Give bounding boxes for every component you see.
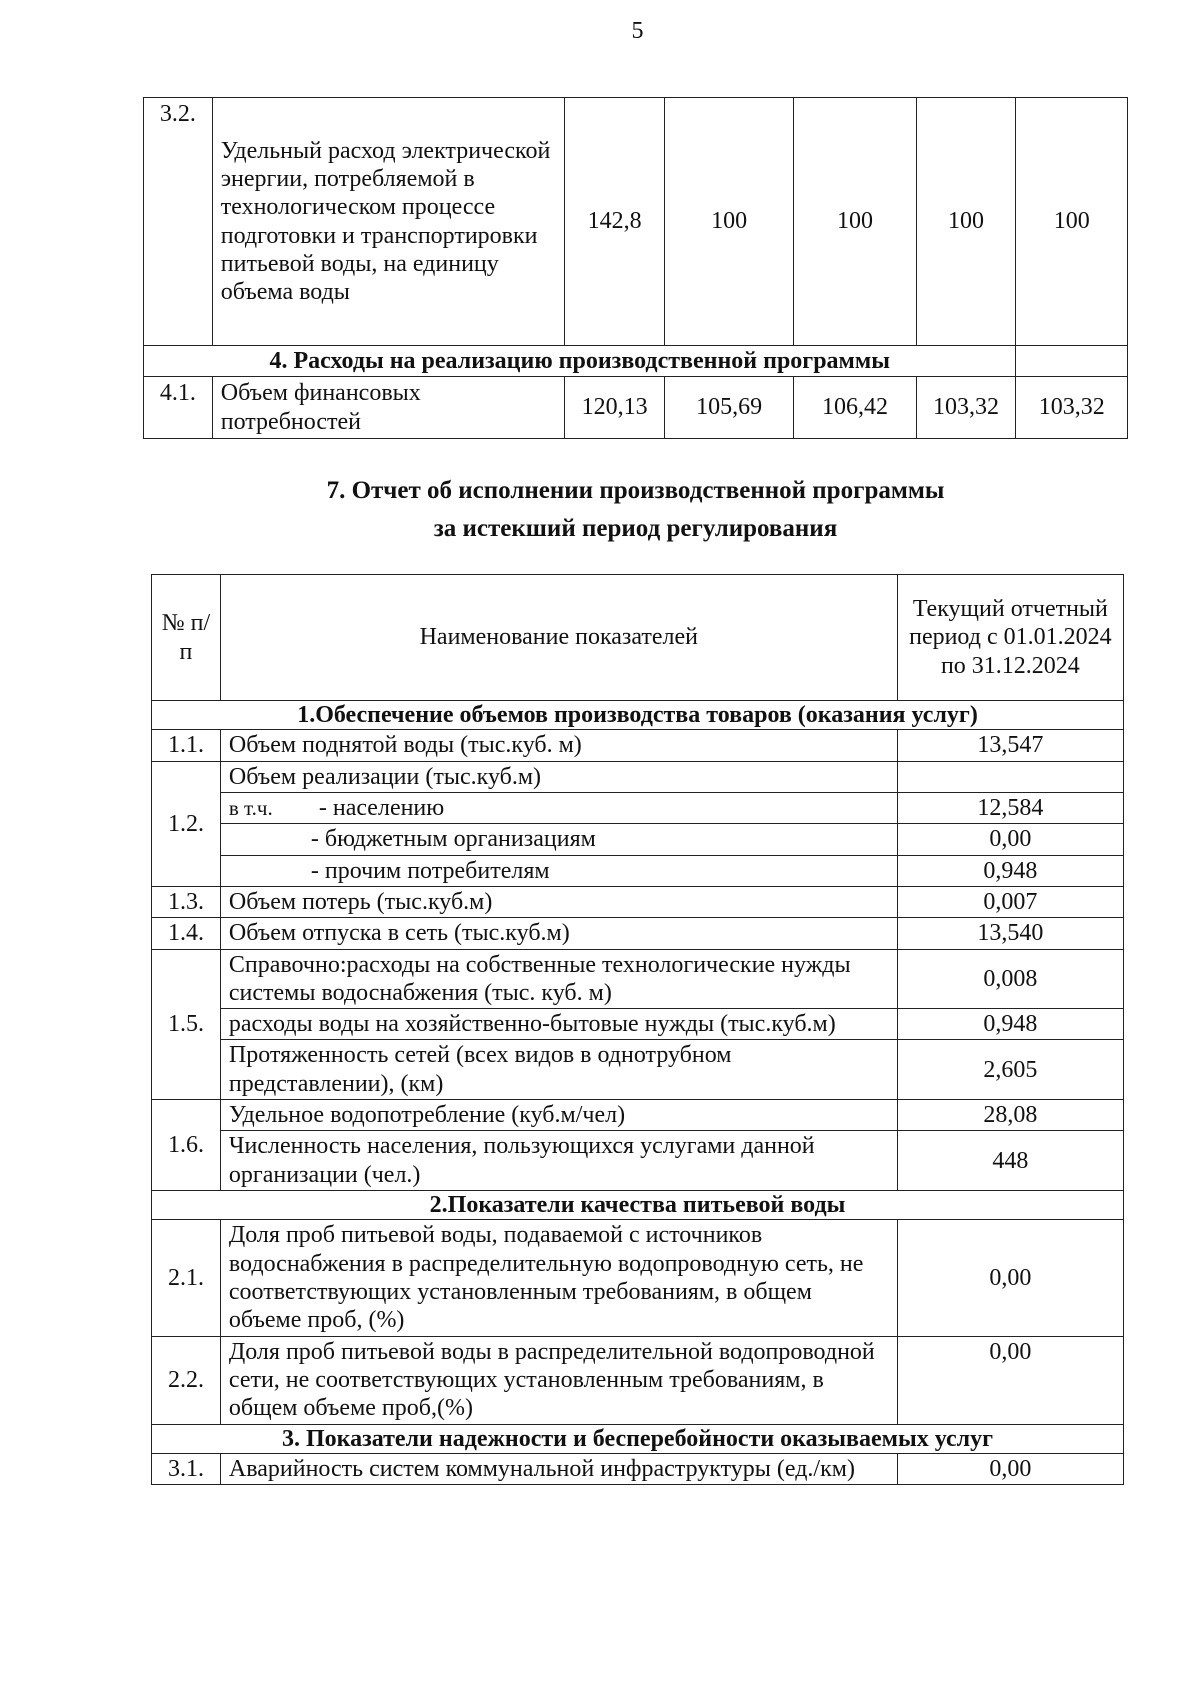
row-number: 1.5. (152, 949, 221, 1100)
header-period: Текущий отчетный период с 01.01.2024 по 31.12.2024 (897, 575, 1123, 701)
row-number: 1.6. (152, 1100, 221, 1191)
table-row (152, 1040, 1124, 1100)
indicator-value: 120,13 (565, 377, 665, 439)
incl-prefix: в т.ч. (228, 795, 273, 820)
indicator-value: 0,008 (897, 949, 1123, 1009)
section-row (152, 701, 1124, 730)
row-number: 1.1. (152, 730, 221, 761)
table-row (152, 1220, 1124, 1336)
section-row (144, 346, 1128, 377)
section-title: 4. Расходы на реализацию производственной программы (144, 346, 1016, 377)
indicator-value: 100 (794, 98, 916, 346)
table-row (152, 792, 1124, 823)
row-number: 2.1. (152, 1220, 221, 1336)
indicator-name: Объем поднятой воды (тыс.куб. м) (220, 730, 897, 761)
heading-line-1: 7. Отчет об исполнении производственной программы (326, 477, 945, 504)
row-number: 1.3. (152, 886, 221, 917)
table-row (152, 1131, 1124, 1191)
indicator-value: 28,08 (897, 1100, 1123, 1131)
indicator-value: 0,00 (897, 1220, 1123, 1336)
table-row (152, 1453, 1124, 1484)
heading-line-2: за истекший период регулирования (433, 514, 838, 542)
indicator-name: Объем финансовых потребностей (212, 377, 565, 439)
indicator-value: 2,605 (897, 1040, 1123, 1100)
indicator-value: 13,547 (897, 730, 1123, 761)
empty-cell (1016, 346, 1128, 377)
table-row (152, 824, 1124, 855)
table-row (152, 918, 1124, 949)
indicator-name: Численность населения, пользующихся услугами данной организации (чел.) (220, 1131, 897, 1191)
indicator-name: Справочно:расходы на собственные технологические нужды системы водоснабжения (тыс. куб. м) (220, 949, 897, 1009)
indicator-name: Объем реализации (тыс.куб.м) (220, 761, 897, 792)
table-row (152, 1009, 1124, 1040)
table-row (152, 1336, 1124, 1424)
indicators-table-continued (143, 97, 1128, 439)
section-row (152, 1424, 1124, 1453)
indicator-value: 448 (897, 1131, 1123, 1191)
section-title: 2.Показатели качества питьевой воды (152, 1191, 1124, 1220)
indicator-name: Аварийность систем коммунальной инфраструктуры (ед./км) (220, 1453, 897, 1484)
row-number: 1.4. (152, 918, 221, 949)
table-row (144, 98, 1128, 346)
section-title: 1.Обеспечение объемов производства товаров (оказания услуг) (152, 701, 1124, 730)
indicator-value: 0,00 (897, 1336, 1123, 1424)
header-name: Наименование показателей (220, 575, 897, 701)
indicator-name (220, 792, 897, 823)
table-row (144, 377, 1128, 439)
header-row (152, 575, 1124, 701)
indicator-name: - бюджетным организациям (220, 824, 897, 855)
indicator-value: 12,584 (897, 792, 1123, 823)
table-row (152, 886, 1124, 917)
indicator-value: 103,32 (1016, 377, 1128, 439)
indicator-name: Удельное водопотребление (куб.м/чел) (220, 1100, 897, 1131)
indicator-name: Протяженность сетей (всех видов в однотрубном представлении), (км) (220, 1040, 897, 1100)
header-number: № п/п (152, 575, 221, 701)
row-number: 1.2. (152, 761, 221, 886)
row-number: 4.1. (144, 377, 213, 439)
indicator-name: Доля проб питьевой воды в распределительной водопроводной сети, не соответствующих установленным требованиям, в общем объеме проб,(%) (220, 1336, 897, 1424)
table-row (152, 761, 1124, 792)
indicator-name: Объем потерь (тыс.куб.м) (220, 886, 897, 917)
indicator-value: 103,32 (916, 377, 1016, 439)
row-number: 3.2. (144, 98, 213, 346)
indicator-value: 100 (665, 98, 794, 346)
table-row (152, 730, 1124, 761)
indicator-value: 13,540 (897, 918, 1123, 949)
section-heading (143, 472, 1128, 547)
section-row (152, 1191, 1124, 1220)
indicator-name: - прочим потребителям (220, 855, 897, 886)
indicator-name: Объем отпуска в сеть (тыс.куб.м) (220, 918, 897, 949)
indicator-name: Удельный расход электрической энергии, потребляемой в технологическом процессе подготовки и транспортировки питьевой воды, на единицу объема воды (212, 98, 565, 346)
indicator-value: 105,69 (665, 377, 794, 439)
indicator-value: 0,00 (897, 824, 1123, 855)
population-label: - населению (318, 794, 445, 821)
table-row (152, 1100, 1124, 1131)
indicator-value: 106,42 (794, 377, 916, 439)
page-number: 5 (631, 18, 644, 44)
indicator-value: 142,8 (565, 98, 665, 346)
row-number: 2.2. (152, 1336, 221, 1424)
indicator-value: 0,007 (897, 886, 1123, 917)
indicator-name: Доля проб питьевой воды, подаваемой с источников водоснабжения в распределительную водопроводную сеть, не соответствующих установленным требованиям, в общем объеме проб, (%) (220, 1220, 897, 1336)
indicator-value: 100 (916, 98, 1016, 346)
indicator-value: 100 (1016, 98, 1128, 346)
empty-cell (897, 761, 1123, 792)
section-title: 3. Показатели надежности и бесперебойности оказываемых услуг (152, 1424, 1124, 1453)
indicator-value: 0,948 (897, 855, 1123, 886)
table-row (152, 855, 1124, 886)
report-table (151, 574, 1124, 1485)
indicator-name: расходы воды на хозяйственно-бытовые нужды (тыс.куб.м) (220, 1009, 897, 1040)
indicator-value: 0,948 (897, 1009, 1123, 1040)
table-row (152, 949, 1124, 1009)
indicator-value: 0,00 (897, 1453, 1123, 1484)
row-number: 3.1. (152, 1453, 221, 1484)
